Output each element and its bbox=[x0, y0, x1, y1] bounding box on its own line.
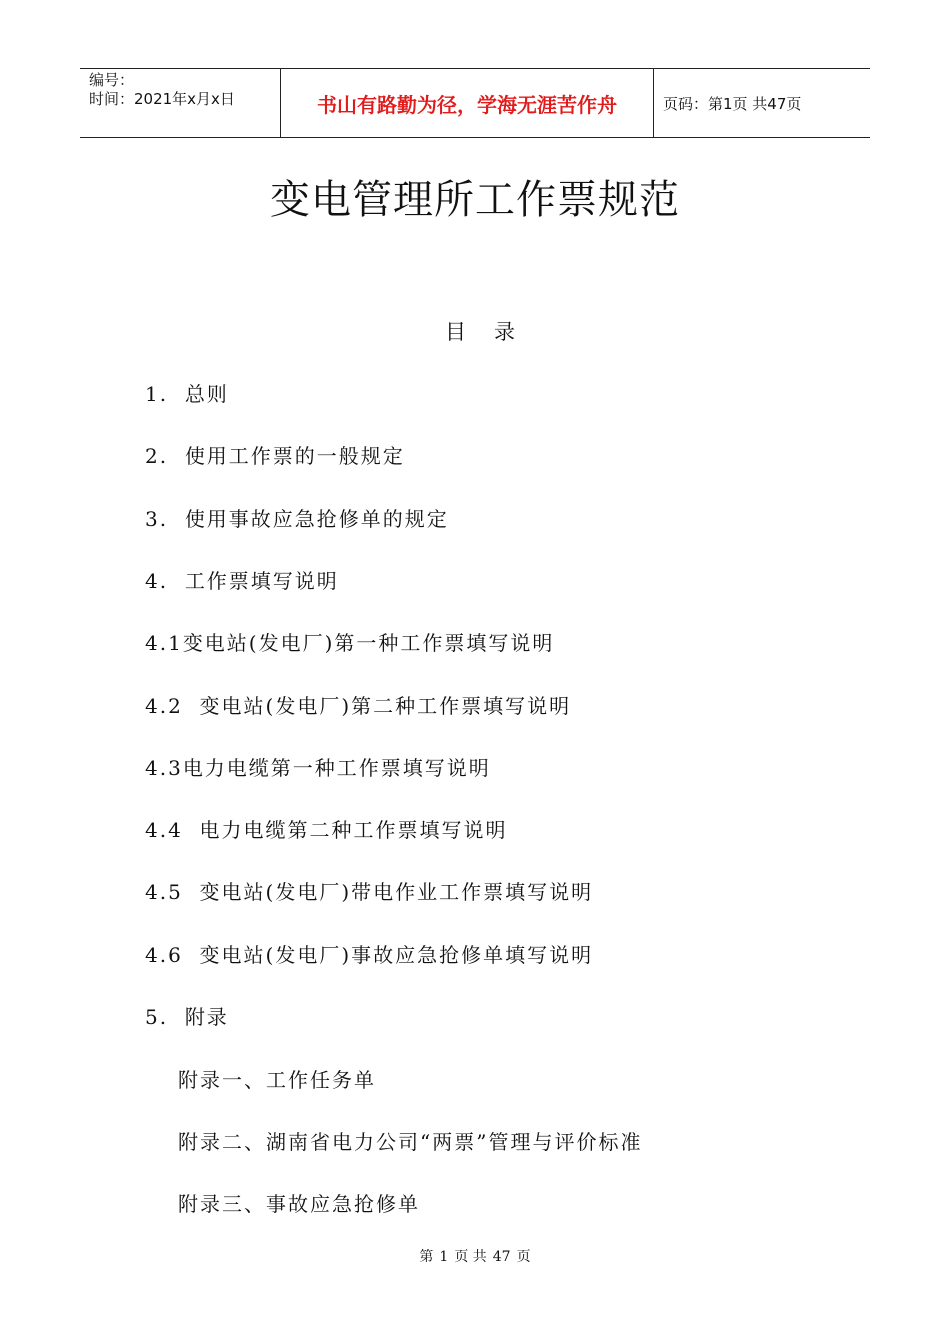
toc-item-number: 4.5 bbox=[145, 880, 183, 904]
toc-item-text: 附录一、工作任务单 bbox=[178, 1068, 376, 1092]
document-time-label: 时间：2021年x月x日 bbox=[89, 90, 235, 108]
toc-item-text: 总则 bbox=[184, 382, 229, 406]
toc-item-number: 4.2 bbox=[145, 694, 183, 718]
toc-item-text: 附录二、湖南省电力公司“两票”管理与评价标准 bbox=[178, 1130, 643, 1154]
toc-item-text: 附录三、事故应急抢修单 bbox=[178, 1192, 420, 1216]
toc-item bbox=[145, 814, 508, 843]
toc-item-text: 变电站(发电厂)第一种工作票填写说明 bbox=[182, 631, 555, 655]
toc-item-number: 4.4 bbox=[145, 818, 183, 842]
toc-item bbox=[145, 939, 593, 968]
toc-item bbox=[145, 690, 571, 719]
toc-item-number: 4.1 bbox=[145, 631, 183, 655]
footer-page-number: 1 bbox=[439, 1249, 449, 1265]
toc-item-text: 电力电缆第二种工作票填写说明 bbox=[199, 818, 508, 842]
toc-item-text: 电力电缆第一种工作票填写说明 bbox=[182, 756, 491, 780]
toc-heading: 目录 bbox=[445, 320, 543, 344]
toc-item-number: 3. bbox=[145, 507, 169, 531]
document-number-label: 编号： bbox=[89, 71, 135, 89]
toc-item-number: 4. bbox=[145, 569, 169, 593]
toc-item-number: 4.3 bbox=[145, 756, 183, 780]
toc-item bbox=[145, 876, 593, 905]
toc-item bbox=[145, 440, 405, 469]
header-meta bbox=[80, 69, 281, 137]
toc-item-text: 变电站(发电厂)带电作业工作票填写说明 bbox=[199, 880, 594, 904]
footer-prefix: 第 bbox=[419, 1249, 434, 1265]
toc-item-text: 使用事故应急抢修单的规定 bbox=[184, 507, 449, 531]
page-footer bbox=[0, 1246, 950, 1266]
toc-item-text: 变电站(发电厂)事故应急抢修单填写说明 bbox=[199, 943, 594, 967]
toc-item-number: 2. bbox=[145, 444, 169, 468]
toc-item-text: 附录 bbox=[184, 1005, 229, 1029]
toc-item bbox=[178, 1064, 376, 1093]
toc-item-number: 5. bbox=[145, 1005, 169, 1029]
toc-item bbox=[145, 565, 339, 594]
toc-item bbox=[145, 503, 449, 532]
footer-suffix: 页 bbox=[516, 1249, 531, 1265]
toc-item-text: 工作票填写说明 bbox=[184, 569, 339, 593]
toc-item bbox=[178, 1126, 642, 1155]
toc-item bbox=[145, 627, 554, 656]
toc-item-text: 变电站(发电厂)第二种工作票填写说明 bbox=[199, 694, 572, 718]
toc-item-text: 使用工作票的一般规定 bbox=[184, 444, 405, 468]
toc-item bbox=[145, 378, 229, 407]
header-page-info: 页码：第1页 共47页 bbox=[663, 94, 802, 113]
header-motto: 书山有路勤为径，学海无涯苦作舟 bbox=[281, 69, 654, 137]
toc-item bbox=[145, 1001, 229, 1030]
document-title: 变电管理所工作票规范 bbox=[270, 177, 680, 223]
page-header bbox=[80, 68, 870, 138]
toc-item-number: 4.6 bbox=[145, 943, 183, 967]
toc-item bbox=[145, 752, 491, 781]
toc-item bbox=[178, 1188, 420, 1217]
footer-total-pages: 47 bbox=[492, 1249, 511, 1265]
footer-mid: 页 共 bbox=[454, 1249, 487, 1265]
toc-item-number: 1. bbox=[145, 382, 169, 406]
